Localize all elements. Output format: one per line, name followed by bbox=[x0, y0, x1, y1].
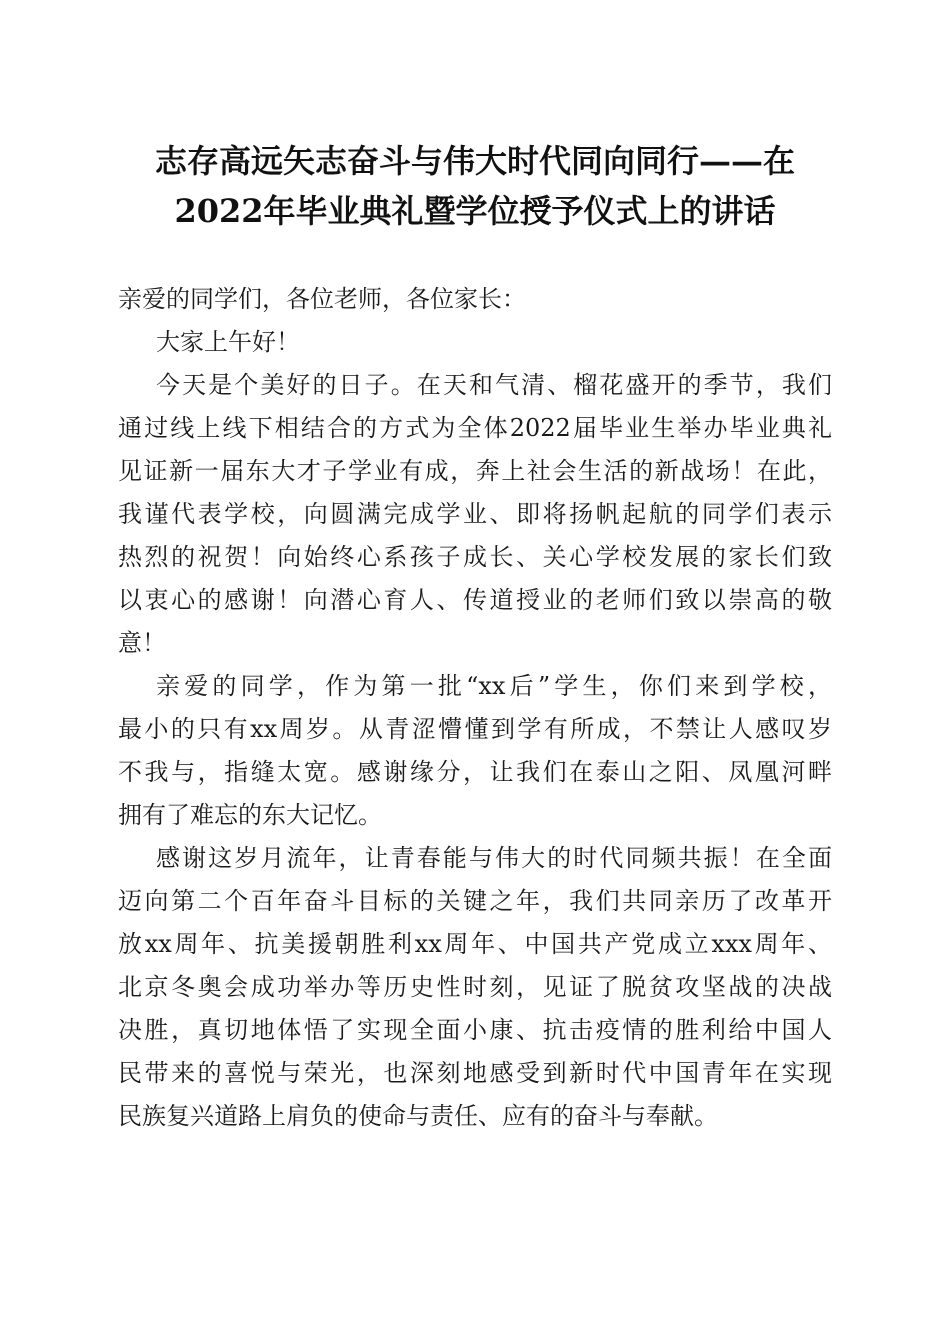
greeting-paragraph bbox=[118, 321, 832, 364]
text-line: 亲爱的同学，作为第一批“xx后”学生，你们来到学校， bbox=[156, 672, 832, 700]
text-line: 意！ bbox=[118, 629, 166, 657]
text-line: 民带来的喜悦与荣光，也深刻地感受到新时代中国青年在实现 bbox=[118, 1059, 832, 1087]
text-line: 迈向第二个百年奋斗目标的关键之年，我们共同亲历了改革开 bbox=[118, 887, 832, 915]
text-line: 今天是个美好的日子。在天和气清、榴花盛开的季节，我们 bbox=[156, 371, 832, 399]
text-line: 放xx周年、抗美援朝胜利xx周年、中国共产党成立xxx周年、 bbox=[118, 930, 832, 958]
text-line: 北京冬奥会成功举办等历史性时刻，见证了脱贫攻坚战的决战 bbox=[118, 973, 832, 1001]
body-paragraph bbox=[118, 837, 832, 1138]
text-line: 不我与，指缝太宽。感谢缘分，让我们在泰山之阳、凤凰河畔 bbox=[118, 758, 832, 786]
text-line: 见证新一届东大才子学业有成，奔上社会生活的新战场！在此， bbox=[118, 457, 832, 485]
speech-body bbox=[118, 278, 832, 1138]
body-paragraph bbox=[118, 665, 832, 837]
salutation-paragraph bbox=[118, 278, 832, 321]
body-paragraph bbox=[118, 364, 832, 665]
title-line: 2022年毕业典礼暨学位授予仪式上的讲话 bbox=[174, 192, 776, 230]
speech-title bbox=[0, 136, 950, 236]
text-line: 我谨代表学校，向圆满完成学业、即将扬帆起航的同学们表示 bbox=[118, 500, 832, 528]
text-line: 通过线上线下相结合的方式为全体2022届毕业生举办毕业典礼 bbox=[118, 414, 832, 442]
text-line: 感谢这岁月流年，让青春能与伟大的时代同频共振！在全面 bbox=[156, 844, 832, 872]
text-line: 亲爱的同学们，各位老师，各位家长： bbox=[118, 285, 526, 313]
text-line: 决胜，真切地体悟了实现全面小康、抗击疫情的胜利给中国人 bbox=[118, 1016, 832, 1044]
text-line: 拥有了难忘的东大记忆。 bbox=[118, 801, 382, 829]
text-line: 大家上午好！ bbox=[156, 328, 300, 356]
title-line: 志存高远矢志奋斗与伟大时代同向同行——在 bbox=[154, 142, 795, 180]
text-line: 热烈的祝贺！向始终心系孩子成长、关心学校发展的家长们致 bbox=[118, 543, 832, 571]
text-line: 以衷心的感谢！向潜心育人、传道授业的老师们致以崇高的敬 bbox=[118, 586, 832, 614]
text-line: 最小的只有xx周岁。从青涩懵懂到学有所成，不禁让人感叹岁 bbox=[118, 715, 832, 743]
text-line: 民族复兴道路上肩负的使命与责任、应有的奋斗与奉献。 bbox=[118, 1102, 718, 1130]
